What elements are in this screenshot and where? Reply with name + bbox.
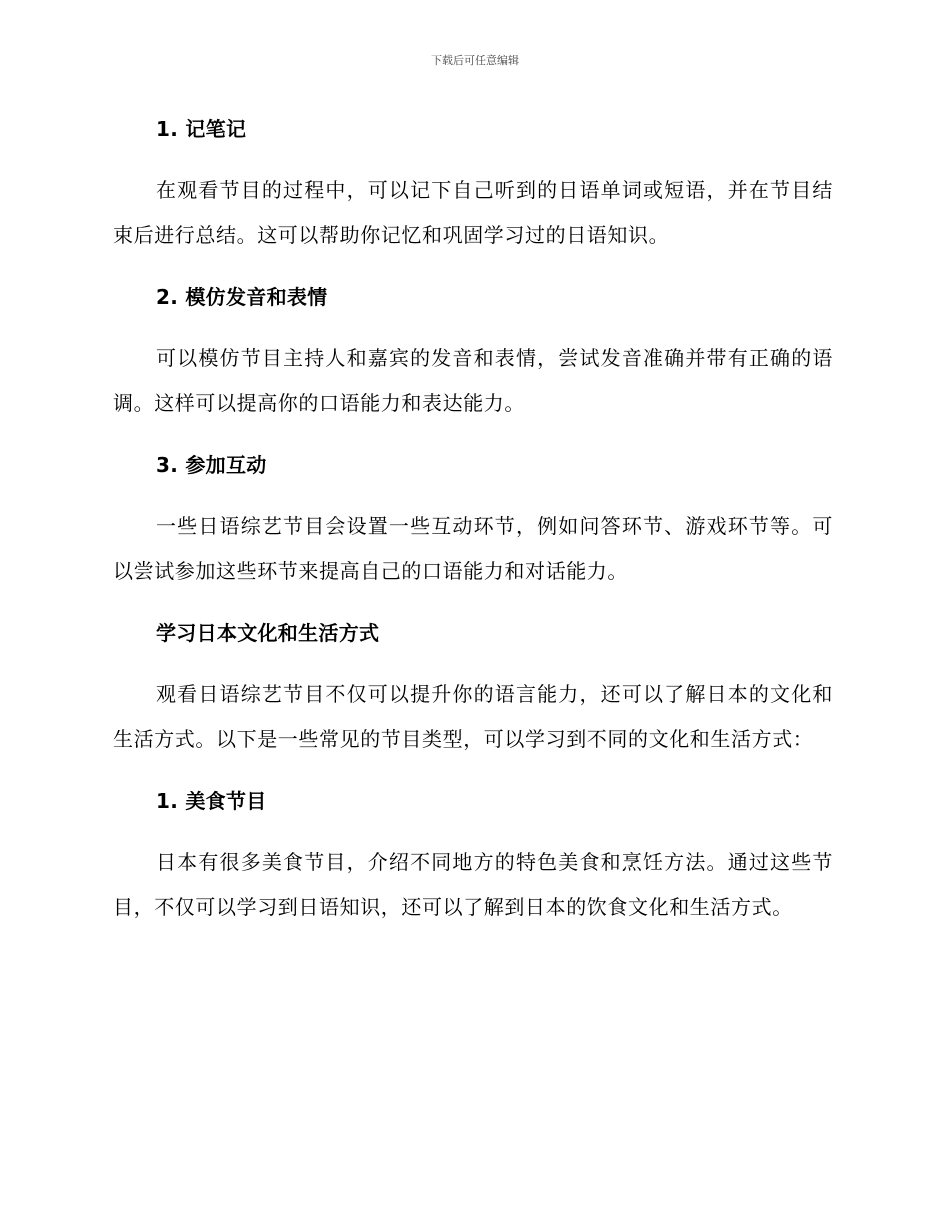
page-header-note: 下载后可任意编辑 [431,54,519,67]
section-paragraph-food-shows: 日本有很多美食节目，介绍不同地方的特色美食和烹饪方法。通过这些节目，不仅可以学习到日语知识，还可以了解到日本的饮食文化和生活方式。 [113,850,833,919]
document-body [113,112,833,952]
section-heading-food-shows: 1. 美食节目 [156,789,267,813]
section-paragraph-take-notes: 在观看节目的过程中，可以记下自己听到的日语单词或短语，并在节目结束后进行总结。这可以帮助你记忆和巩固学习过的日语知识。 [113,178,833,247]
section-paragraph-culture: 观看日语综艺节目不仅可以提升你的语言能力，还可以了解日本的文化和生活方式。以下是一些常见的节目类型，可以学习到不同的文化和生活方式： [113,682,833,751]
section-heading-imitate: 2. 模仿发音和表情 [156,285,328,309]
section-paragraph-imitate: 可以模仿节目主持人和嘉宾的发音和表情，尝试发音准确并带有正确的语调。这样可以提高你的口语能力和表达能力。 [113,346,833,415]
section-heading-culture: 学习日本文化和生活方式 [156,621,380,645]
section-heading-interact: 3. 参加互动 [156,453,267,477]
section-heading-take-notes: 1. 记笔记 [156,117,247,141]
section-paragraph-interact: 一些日语综艺节目会设置一些互动环节，例如问答环节、游戏环节等。可以尝试参加这些环节来提高自己的口语能力和对话能力。 [113,514,833,583]
